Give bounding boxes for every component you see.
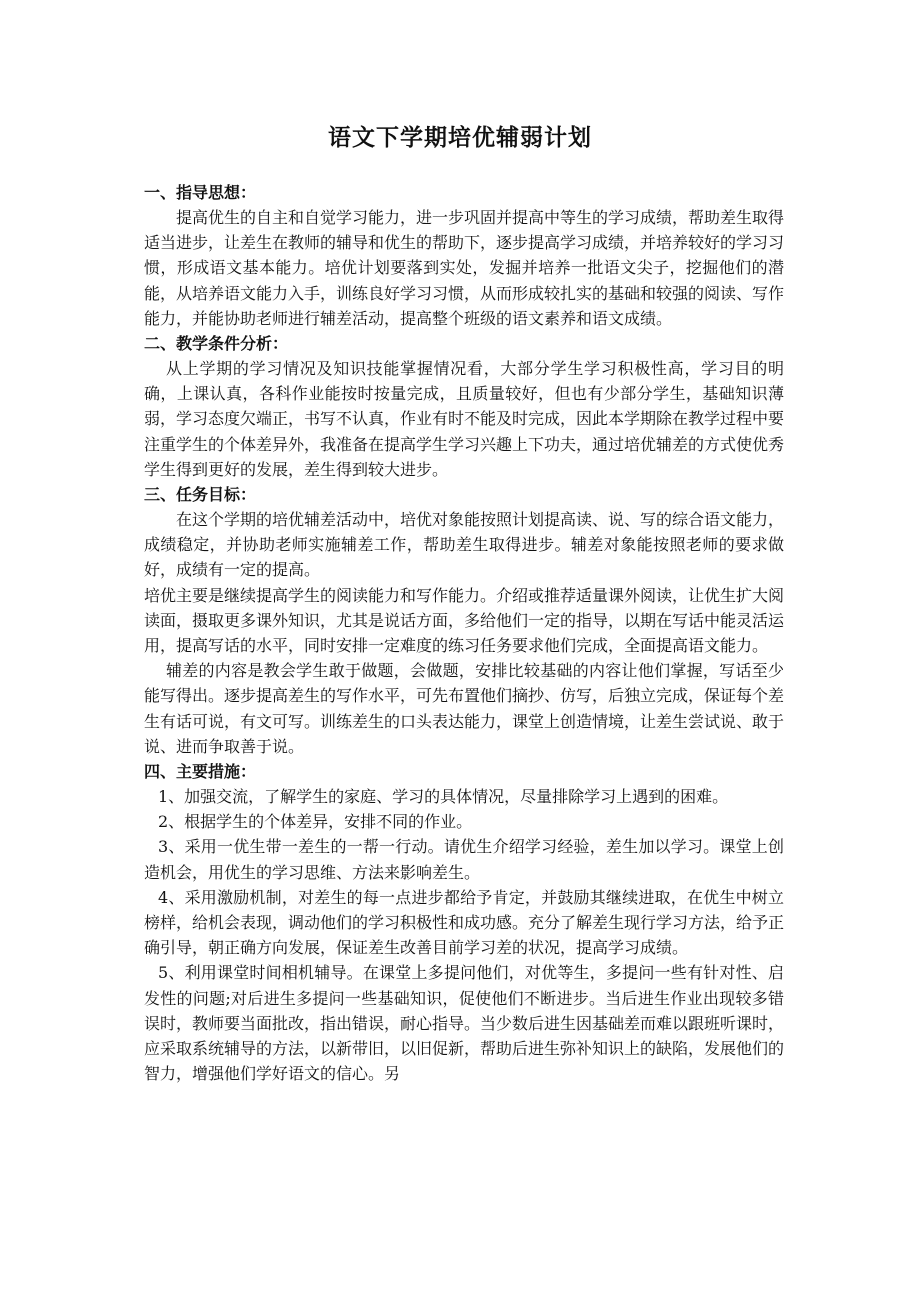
section-heading: 一、指导思想： (144, 183, 257, 202)
list-item: 1、加强交流，了解学生的家庭、学习的具体情况，尽量排除学习上遇到的困难。 (158, 787, 729, 807)
section-heading: 二、教学条件分析： (144, 334, 289, 354)
paragraph: 培优主要是继续提高学生的阅读能力和写作能力。介绍或推荐适量课外阅读，让优生扩大阅读面，摄取更多课外知识，尤其是说话方面，多给他们一定的指导，以期在写话中能灵活运用，提高写话的水平，同时安排一定难度的练习任务要求他们完成，全面提高语文能力。 (144, 585, 785, 656)
section-task-goals (144, 482, 784, 759)
paragraph: 提高优生的自主和自觉学习能力，进一步巩固并提高中等生的学习成绩，帮助差生取得适当进步，让差生在教师的辅导和优生的帮助下，逐步提高学习成绩，并培养较好的学习习惯，形成语文基本能力。培优计划要落到实处，发掘并培养一批语文尖子，挖掘他们的潜能，从培养语文能力入手，训练良好学习习惯，从而形成较扎实的基础和较强的阅读、写作能力，并能协助老师进行辅差活动，提高整个班级的语文素养和语文成绩。 (144, 208, 785, 328)
section-heading: 三、任务目标： (144, 485, 257, 505)
section-main-measures (144, 759, 784, 1086)
paragraph: 辅差的内容是教会学生敢于做题，会做题，安排比较基础的内容让他们掌握，写话至少能写得出。逐步提高差生的写作水平，可先布置他们摘抄、仿写，后独立完成，保证每个差生有话可说，有文可写。训练差生的口头表达能力，课堂上创造情境，让差生尝试说、敢于说、进而争取善于说。 (144, 661, 785, 756)
document-title: 语文下学期培优辅弱计划 (328, 125, 592, 151)
paragraph: 在这个学期的培优辅差活动中，培优对象能按照计划提高读、说、写的综合语文能力，成绩稳定，并协助老师实施辅差工作，帮助差生取得进步。辅差对象能按照老师的要求做好，成绩有一定的提高。 (144, 510, 785, 580)
list-item: 2、根据学生的个体差异，安排不同的作业。 (158, 812, 473, 832)
paragraph: 从上学期的学习情况及知识技能掌握情况看，大部分学生学习积极性高，学习目的明确，上课认真，各科作业能按时按量完成，且质量较好，但也有少部分学生，基础知识薄弱，学习态度欠端正，书写不认真，作业有时不能及时完成，因此本学期除在教学过程中要注重学生的个体差异外，我准备在提高学生学习兴趣上下功夫，通过培优辅差的方式使优秀学生得到更好的发展，差生得到较大进步。 (144, 359, 785, 479)
section-guiding-thought (144, 180, 784, 331)
list-item: 4、采用激励机制，对差生的每一点进步都给予肯定，并鼓励其继续进取，在优生中树立榜样，给机会表现，调动他们的学习积极性和成功感。充分了解差生现行学习方法，给予正确引导，朝正确方向发展，保证差生改善目前学习差的状况，提高学习成绩。 (144, 887, 785, 958)
list-item: 3、采用一优生带一差生的一帮一行动。请优生介绍学习经验，差生加以学习。课堂上创造机会，用优生的学习思维、方法来影响差生。 (144, 837, 784, 882)
list-item: 5、利用课堂时间相机辅导。在课堂上多提问他们，对优等生，多提问一些有针对性、启发性的问题;对后进生多提问一些基础知识，促使他们不断进步。当后进生作业出现较多错误时，教师要当面批改，指出错误，耐心指导。当少数后进生因基础差而难以跟班听课时，应采取系统辅导的方法，以新带旧，以旧促新，帮助后进生弥补知识上的缺陷，发展他们的智力，增强他们学好语文的信心。另 (144, 963, 785, 1084)
document-body (144, 180, 784, 1087)
section-teaching-analysis (144, 331, 784, 482)
section-heading: 四、主要措施： (144, 762, 257, 782)
